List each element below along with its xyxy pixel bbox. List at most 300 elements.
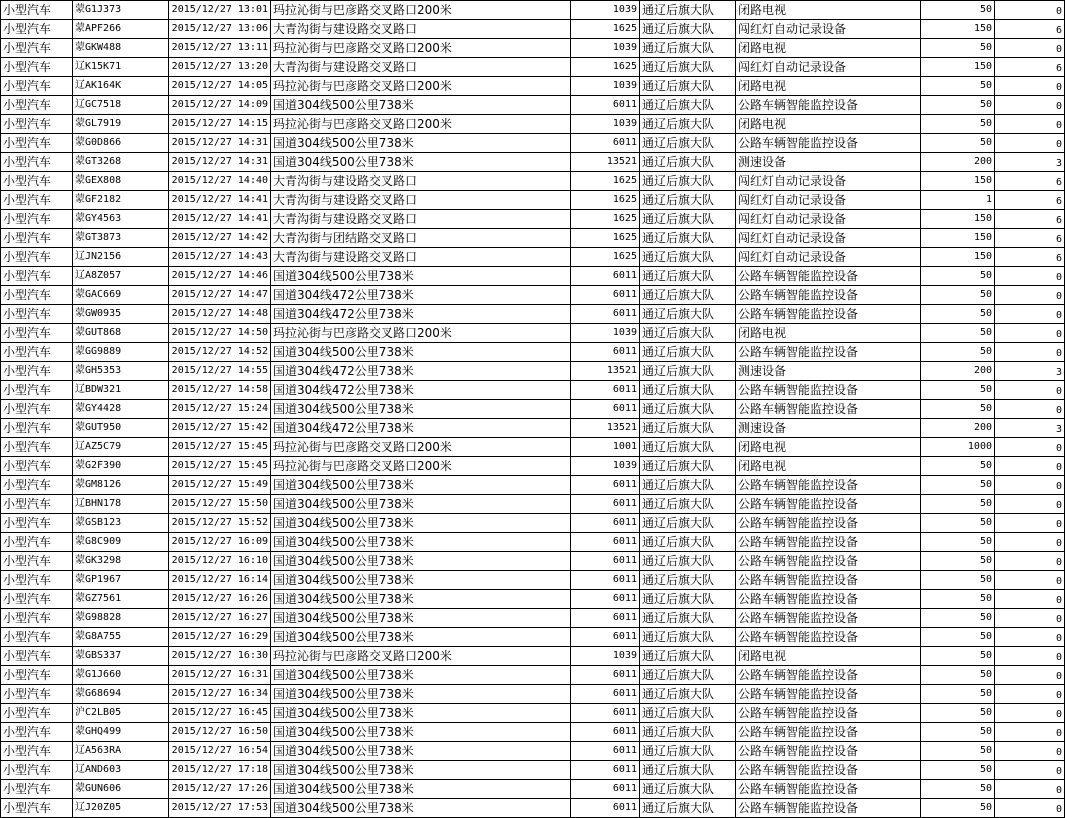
points-cell[interactable]: 0: [995, 381, 1065, 400]
vehicle-type-cell[interactable]: 小型汽车: [1, 248, 73, 267]
violation-code-cell[interactable]: 1625: [571, 210, 640, 229]
points-cell[interactable]: 0: [995, 305, 1065, 324]
unit-cell[interactable]: 通辽后旗大队: [640, 533, 736, 552]
vehicle-type-cell[interactable]: 小型汽车: [1, 761, 73, 780]
datetime-cell[interactable]: 2015/12/27 16:09: [169, 533, 271, 552]
location-cell[interactable]: 大青沟街与建设路交叉路口: [271, 210, 571, 229]
vehicle-type-cell[interactable]: 小型汽车: [1, 134, 73, 153]
device-cell[interactable]: 公路车辆智能监控设备: [736, 495, 921, 514]
plate-cell[interactable]: 蒙GK3298: [73, 552, 169, 571]
violation-code-cell[interactable]: 1039: [571, 1, 640, 20]
plate-cell[interactable]: 蒙GM8126: [73, 476, 169, 495]
fine-cell[interactable]: 200: [921, 419, 995, 438]
vehicle-type-cell[interactable]: 小型汽车: [1, 495, 73, 514]
fine-cell[interactable]: 50: [921, 628, 995, 647]
table-row[interactable]: [1, 552, 1065, 571]
violation-code-cell[interactable]: 1625: [571, 229, 640, 248]
unit-cell[interactable]: 通辽后旗大队: [640, 419, 736, 438]
violation-code-cell[interactable]: 6011: [571, 685, 640, 704]
device-cell[interactable]: 公路车辆智能监控设备: [736, 267, 921, 286]
fine-cell[interactable]: 50: [921, 267, 995, 286]
violation-code-cell[interactable]: 6011: [571, 134, 640, 153]
plate-cell[interactable]: 辽BDW321: [73, 381, 169, 400]
vehicle-type-cell[interactable]: 小型汽车: [1, 1, 73, 20]
datetime-cell[interactable]: 2015/12/27 14:41: [169, 191, 271, 210]
fine-cell[interactable]: 50: [921, 476, 995, 495]
fine-cell[interactable]: 50: [921, 590, 995, 609]
unit-cell[interactable]: 通辽后旗大队: [640, 685, 736, 704]
fine-cell[interactable]: 150: [921, 20, 995, 39]
plate-cell[interactable]: 沪C2LB05: [73, 704, 169, 723]
device-cell[interactable]: 公路车辆智能监控设备: [736, 514, 921, 533]
device-cell[interactable]: 测速设备: [736, 153, 921, 172]
vehicle-type-cell[interactable]: 小型汽车: [1, 476, 73, 495]
points-cell[interactable]: 0: [995, 533, 1065, 552]
unit-cell[interactable]: 通辽后旗大队: [640, 476, 736, 495]
vehicle-type-cell[interactable]: 小型汽车: [1, 799, 73, 818]
location-cell[interactable]: 国道304线500公里738米: [271, 571, 571, 590]
datetime-cell[interactable]: 2015/12/27 16:50: [169, 723, 271, 742]
unit-cell[interactable]: 通辽后旗大队: [640, 39, 736, 58]
location-cell[interactable]: 国道304线500公里738米: [271, 799, 571, 818]
table-row[interactable]: [1, 20, 1065, 39]
points-cell[interactable]: 0: [995, 324, 1065, 343]
fine-cell[interactable]: 50: [921, 343, 995, 362]
datetime-cell[interactable]: 2015/12/27 14:31: [169, 153, 271, 172]
table-row[interactable]: [1, 780, 1065, 799]
datetime-cell[interactable]: 2015/12/27 14:15: [169, 115, 271, 134]
datetime-cell[interactable]: 2015/12/27 15:49: [169, 476, 271, 495]
violation-code-cell[interactable]: 6011: [571, 571, 640, 590]
unit-cell[interactable]: 通辽后旗大队: [640, 134, 736, 153]
fine-cell[interactable]: 150: [921, 229, 995, 248]
unit-cell[interactable]: 通辽后旗大队: [640, 571, 736, 590]
violation-code-cell[interactable]: 6011: [571, 305, 640, 324]
device-cell[interactable]: 公路车辆智能监控设备: [736, 533, 921, 552]
points-cell[interactable]: 6: [995, 20, 1065, 39]
points-cell[interactable]: 0: [995, 495, 1065, 514]
plate-cell[interactable]: 蒙GT3873: [73, 229, 169, 248]
violation-code-cell[interactable]: 6011: [571, 96, 640, 115]
violation-code-cell[interactable]: 1039: [571, 324, 640, 343]
vehicle-type-cell[interactable]: 小型汽车: [1, 609, 73, 628]
plate-cell[interactable]: 辽AND603: [73, 761, 169, 780]
vehicle-type-cell[interactable]: 小型汽车: [1, 229, 73, 248]
fine-cell[interactable]: 50: [921, 400, 995, 419]
device-cell[interactable]: 公路车辆智能监控设备: [736, 590, 921, 609]
plate-cell[interactable]: 蒙G2F390: [73, 457, 169, 476]
points-cell[interactable]: 0: [995, 267, 1065, 286]
unit-cell[interactable]: 通辽后旗大队: [640, 153, 736, 172]
fine-cell[interactable]: 50: [921, 571, 995, 590]
unit-cell[interactable]: 通辽后旗大队: [640, 400, 736, 419]
fine-cell[interactable]: 50: [921, 685, 995, 704]
points-cell[interactable]: 0: [995, 552, 1065, 571]
unit-cell[interactable]: 通辽后旗大队: [640, 381, 736, 400]
violation-code-cell[interactable]: 1625: [571, 191, 640, 210]
fine-cell[interactable]: 50: [921, 704, 995, 723]
device-cell[interactable]: 闯红灯自动记录设备: [736, 172, 921, 191]
unit-cell[interactable]: 通辽后旗大队: [640, 457, 736, 476]
datetime-cell[interactable]: 2015/12/27 15:42: [169, 419, 271, 438]
table-row[interactable]: [1, 628, 1065, 647]
points-cell[interactable]: 0: [995, 514, 1065, 533]
violation-code-cell[interactable]: 6011: [571, 780, 640, 799]
device-cell[interactable]: 闭路电视: [736, 457, 921, 476]
plate-cell[interactable]: 蒙GKW488: [73, 39, 169, 58]
table-row[interactable]: [1, 495, 1065, 514]
vehicle-type-cell[interactable]: 小型汽车: [1, 267, 73, 286]
table-row[interactable]: [1, 267, 1065, 286]
unit-cell[interactable]: 通辽后旗大队: [640, 609, 736, 628]
table-row[interactable]: [1, 476, 1065, 495]
datetime-cell[interactable]: 2015/12/27 13:11: [169, 39, 271, 58]
violation-code-cell[interactable]: 6011: [571, 628, 640, 647]
violation-code-cell[interactable]: 6011: [571, 267, 640, 286]
points-cell[interactable]: 0: [995, 628, 1065, 647]
location-cell[interactable]: 国道304线500公里738米: [271, 134, 571, 153]
violation-code-cell[interactable]: 6011: [571, 704, 640, 723]
datetime-cell[interactable]: 2015/12/27 16:26: [169, 590, 271, 609]
unit-cell[interactable]: 通辽后旗大队: [640, 191, 736, 210]
plate-cell[interactable]: 蒙G98828: [73, 609, 169, 628]
plate-cell[interactable]: 蒙GUT868: [73, 324, 169, 343]
vehicle-type-cell[interactable]: 小型汽车: [1, 533, 73, 552]
fine-cell[interactable]: 50: [921, 514, 995, 533]
datetime-cell[interactable]: 2015/12/27 14:42: [169, 229, 271, 248]
location-cell[interactable]: 国道304线500公里738米: [271, 533, 571, 552]
plate-cell[interactable]: 蒙GG9889: [73, 343, 169, 362]
table-row[interactable]: [1, 685, 1065, 704]
datetime-cell[interactable]: 2015/12/27 14:50: [169, 324, 271, 343]
location-cell[interactable]: 国道304线500公里738米: [271, 343, 571, 362]
table-row[interactable]: [1, 58, 1065, 77]
unit-cell[interactable]: 通辽后旗大队: [640, 799, 736, 818]
device-cell[interactable]: 公路车辆智能监控设备: [736, 723, 921, 742]
points-cell[interactable]: 0: [995, 286, 1065, 305]
device-cell[interactable]: 公路车辆智能监控设备: [736, 571, 921, 590]
location-cell[interactable]: 国道304线500公里738米: [271, 666, 571, 685]
unit-cell[interactable]: 通辽后旗大队: [640, 495, 736, 514]
unit-cell[interactable]: 通辽后旗大队: [640, 229, 736, 248]
table-row[interactable]: [1, 419, 1065, 438]
unit-cell[interactable]: 通辽后旗大队: [640, 704, 736, 723]
table-row[interactable]: [1, 533, 1065, 552]
plate-cell[interactable]: 蒙GP1967: [73, 571, 169, 590]
unit-cell[interactable]: 通辽后旗大队: [640, 666, 736, 685]
table-row[interactable]: [1, 324, 1065, 343]
device-cell[interactable]: 公路车辆智能监控设备: [736, 381, 921, 400]
plate-cell[interactable]: 蒙GAC669: [73, 286, 169, 305]
points-cell[interactable]: 0: [995, 761, 1065, 780]
device-cell[interactable]: 闯红灯自动记录设备: [736, 191, 921, 210]
plate-cell[interactable]: 蒙G68694: [73, 685, 169, 704]
location-cell[interactable]: 国道304线500公里738米: [271, 742, 571, 761]
fine-cell[interactable]: 200: [921, 362, 995, 381]
violation-code-cell[interactable]: 13521: [571, 362, 640, 381]
violation-code-cell[interactable]: 1039: [571, 39, 640, 58]
table-row[interactable]: [1, 286, 1065, 305]
fine-cell[interactable]: 150: [921, 210, 995, 229]
location-cell[interactable]: 玛拉沁街与巴彦路交叉路口200米: [271, 39, 571, 58]
device-cell[interactable]: 测速设备: [736, 362, 921, 381]
unit-cell[interactable]: 通辽后旗大队: [640, 96, 736, 115]
points-cell[interactable]: 0: [995, 780, 1065, 799]
plate-cell[interactable]: 辽JN2156: [73, 248, 169, 267]
fine-cell[interactable]: 50: [921, 723, 995, 742]
plate-cell[interactable]: 蒙GUN606: [73, 780, 169, 799]
vehicle-type-cell[interactable]: 小型汽车: [1, 20, 73, 39]
plate-cell[interactable]: 蒙GF2182: [73, 191, 169, 210]
violation-code-cell[interactable]: 13521: [571, 153, 640, 172]
vehicle-type-cell[interactable]: 小型汽车: [1, 685, 73, 704]
violation-code-cell[interactable]: 1039: [571, 115, 640, 134]
location-cell[interactable]: 大青沟街与建设路交叉路口: [271, 248, 571, 267]
unit-cell[interactable]: 通辽后旗大队: [640, 742, 736, 761]
vehicle-type-cell[interactable]: 小型汽车: [1, 742, 73, 761]
plate-cell[interactable]: 辽A8Z057: [73, 267, 169, 286]
vehicle-type-cell[interactable]: 小型汽车: [1, 647, 73, 666]
violation-code-cell[interactable]: 1039: [571, 77, 640, 96]
location-cell[interactable]: 国道304线500公里738米: [271, 761, 571, 780]
plate-cell[interactable]: 蒙GL7919: [73, 115, 169, 134]
location-cell[interactable]: 国道304线500公里738米: [271, 267, 571, 286]
fine-cell[interactable]: 50: [921, 742, 995, 761]
location-cell[interactable]: 国道304线500公里738米: [271, 400, 571, 419]
fine-cell[interactable]: 50: [921, 324, 995, 343]
location-cell[interactable]: 大青沟街与建设路交叉路口: [271, 191, 571, 210]
fine-cell[interactable]: 50: [921, 552, 995, 571]
unit-cell[interactable]: 通辽后旗大队: [640, 20, 736, 39]
table-row[interactable]: [1, 210, 1065, 229]
location-cell[interactable]: 国道304线500公里738米: [271, 704, 571, 723]
points-cell[interactable]: 0: [995, 571, 1065, 590]
plate-cell[interactable]: 蒙G0D866: [73, 134, 169, 153]
fine-cell[interactable]: 200: [921, 153, 995, 172]
vehicle-type-cell[interactable]: 小型汽车: [1, 628, 73, 647]
plate-cell[interactable]: 蒙GY4428: [73, 400, 169, 419]
fine-cell[interactable]: 50: [921, 647, 995, 666]
fine-cell[interactable]: 50: [921, 381, 995, 400]
location-cell[interactable]: 大青沟街与建设路交叉路口: [271, 58, 571, 77]
plate-cell[interactable]: 蒙G1J660: [73, 666, 169, 685]
table-row[interactable]: [1, 77, 1065, 96]
table-row[interactable]: [1, 438, 1065, 457]
vehicle-type-cell[interactable]: 小型汽车: [1, 438, 73, 457]
device-cell[interactable]: 公路车辆智能监控设备: [736, 286, 921, 305]
unit-cell[interactable]: 通辽后旗大队: [640, 58, 736, 77]
table-row[interactable]: [1, 666, 1065, 685]
vehicle-type-cell[interactable]: 小型汽车: [1, 286, 73, 305]
vehicle-type-cell[interactable]: 小型汽车: [1, 324, 73, 343]
table-row[interactable]: [1, 115, 1065, 134]
points-cell[interactable]: 0: [995, 400, 1065, 419]
datetime-cell[interactable]: 2015/12/27 16:10: [169, 552, 271, 571]
datetime-cell[interactable]: 2015/12/27 15:24: [169, 400, 271, 419]
vehicle-type-cell[interactable]: 小型汽车: [1, 590, 73, 609]
fine-cell[interactable]: 50: [921, 457, 995, 476]
datetime-cell[interactable]: 2015/12/27 14:58: [169, 381, 271, 400]
datetime-cell[interactable]: 2015/12/27 16:29: [169, 628, 271, 647]
device-cell[interactable]: 闯红灯自动记录设备: [736, 210, 921, 229]
fine-cell[interactable]: 50: [921, 286, 995, 305]
table-row[interactable]: [1, 590, 1065, 609]
fine-cell[interactable]: 1000: [921, 438, 995, 457]
datetime-cell[interactable]: 2015/12/27 15:50: [169, 495, 271, 514]
datetime-cell[interactable]: 2015/12/27 14:52: [169, 343, 271, 362]
table-row[interactable]: [1, 134, 1065, 153]
unit-cell[interactable]: 通辽后旗大队: [640, 172, 736, 191]
datetime-cell[interactable]: 2015/12/27 14:09: [169, 96, 271, 115]
violation-code-cell[interactable]: 1625: [571, 20, 640, 39]
table-row[interactable]: [1, 723, 1065, 742]
datetime-cell[interactable]: 2015/12/27 16:14: [169, 571, 271, 590]
points-cell[interactable]: 0: [995, 647, 1065, 666]
fine-cell[interactable]: 50: [921, 780, 995, 799]
location-cell[interactable]: 玛拉沁街与巴彦路交叉路口200米: [271, 438, 571, 457]
datetime-cell[interactable]: 2015/12/27 13:20: [169, 58, 271, 77]
unit-cell[interactable]: 通辽后旗大队: [640, 761, 736, 780]
violation-code-cell[interactable]: 6011: [571, 400, 640, 419]
vehicle-type-cell[interactable]: 小型汽车: [1, 153, 73, 172]
violation-code-cell[interactable]: 6011: [571, 495, 640, 514]
vehicle-type-cell[interactable]: 小型汽车: [1, 457, 73, 476]
violation-code-cell[interactable]: 6011: [571, 609, 640, 628]
datetime-cell[interactable]: 2015/12/27 16:45: [169, 704, 271, 723]
fine-cell[interactable]: 1: [921, 191, 995, 210]
violation-code-cell[interactable]: 6011: [571, 666, 640, 685]
device-cell[interactable]: 公路车辆智能监控设备: [736, 780, 921, 799]
vehicle-type-cell[interactable]: 小型汽车: [1, 115, 73, 134]
device-cell[interactable]: 闭路电视: [736, 1, 921, 20]
datetime-cell[interactable]: 2015/12/27 14:46: [169, 267, 271, 286]
table-row[interactable]: [1, 343, 1065, 362]
points-cell[interactable]: 0: [995, 685, 1065, 704]
datetime-cell[interactable]: 2015/12/27 14:31: [169, 134, 271, 153]
datetime-cell[interactable]: 2015/12/27 16:30: [169, 647, 271, 666]
location-cell[interactable]: 玛拉沁街与巴彦路交叉路口200米: [271, 115, 571, 134]
device-cell[interactable]: 公路车辆智能监控设备: [736, 609, 921, 628]
violation-code-cell[interactable]: 6011: [571, 343, 640, 362]
datetime-cell[interactable]: 2015/12/27 14:43: [169, 248, 271, 267]
device-cell[interactable]: 公路车辆智能监控设备: [736, 400, 921, 419]
table-row[interactable]: [1, 1, 1065, 20]
points-cell[interactable]: 0: [995, 742, 1065, 761]
vehicle-type-cell[interactable]: 小型汽车: [1, 96, 73, 115]
location-cell[interactable]: 国道304线500公里738米: [271, 495, 571, 514]
unit-cell[interactable]: 通辽后旗大队: [640, 552, 736, 571]
datetime-cell[interactable]: 2015/12/27 15:52: [169, 514, 271, 533]
points-cell[interactable]: 0: [995, 590, 1065, 609]
location-cell[interactable]: 玛拉沁街与巴彦路交叉路口200米: [271, 457, 571, 476]
points-cell[interactable]: 0: [995, 666, 1065, 685]
device-cell[interactable]: 闭路电视: [736, 115, 921, 134]
table-row[interactable]: [1, 761, 1065, 780]
unit-cell[interactable]: 通辽后旗大队: [640, 590, 736, 609]
table-row[interactable]: [1, 704, 1065, 723]
table-row[interactable]: [1, 799, 1065, 818]
location-cell[interactable]: 国道304线472公里738米: [271, 419, 571, 438]
points-cell[interactable]: 0: [995, 476, 1065, 495]
plate-cell[interactable]: 蒙GW0935: [73, 305, 169, 324]
device-cell[interactable]: 闯红灯自动记录设备: [736, 229, 921, 248]
table-row[interactable]: [1, 96, 1065, 115]
plate-cell[interactable]: 辽AK164K: [73, 77, 169, 96]
vehicle-type-cell[interactable]: 小型汽车: [1, 77, 73, 96]
device-cell[interactable]: 闭路电视: [736, 647, 921, 666]
unit-cell[interactable]: 通辽后旗大队: [640, 324, 736, 343]
table-row[interactable]: [1, 362, 1065, 381]
device-cell[interactable]: 公路车辆智能监控设备: [736, 476, 921, 495]
fine-cell[interactable]: 50: [921, 115, 995, 134]
vehicle-type-cell[interactable]: 小型汽车: [1, 191, 73, 210]
location-cell[interactable]: 国道304线500公里738米: [271, 609, 571, 628]
fine-cell[interactable]: 150: [921, 172, 995, 191]
device-cell[interactable]: 闭路电视: [736, 77, 921, 96]
location-cell[interactable]: 大青沟街与团结路交叉路口: [271, 229, 571, 248]
fine-cell[interactable]: 50: [921, 305, 995, 324]
unit-cell[interactable]: 通辽后旗大队: [640, 628, 736, 647]
vehicle-type-cell[interactable]: 小型汽车: [1, 210, 73, 229]
plate-cell[interactable]: 蒙GUT950: [73, 419, 169, 438]
unit-cell[interactable]: 通辽后旗大队: [640, 362, 736, 381]
location-cell[interactable]: 国道304线500公里738米: [271, 96, 571, 115]
points-cell[interactable]: 3: [995, 153, 1065, 172]
device-cell[interactable]: 公路车辆智能监控设备: [736, 799, 921, 818]
vehicle-type-cell[interactable]: 小型汽车: [1, 172, 73, 191]
plate-cell[interactable]: 蒙G8C909: [73, 533, 169, 552]
device-cell[interactable]: 闯红灯自动记录设备: [736, 248, 921, 267]
points-cell[interactable]: 0: [995, 134, 1065, 153]
vehicle-type-cell[interactable]: 小型汽车: [1, 58, 73, 77]
unit-cell[interactable]: 通辽后旗大队: [640, 514, 736, 533]
datetime-cell[interactable]: 2015/12/27 14:40: [169, 172, 271, 191]
location-cell[interactable]: 大青沟街与建设路交叉路口: [271, 20, 571, 39]
device-cell[interactable]: 公路车辆智能监控设备: [736, 704, 921, 723]
location-cell[interactable]: 国道304线472公里738米: [271, 381, 571, 400]
device-cell[interactable]: 闭路电视: [736, 438, 921, 457]
fine-cell[interactable]: 50: [921, 799, 995, 818]
fine-cell[interactable]: 50: [921, 134, 995, 153]
datetime-cell[interactable]: 2015/12/27 16:54: [169, 742, 271, 761]
device-cell[interactable]: 公路车辆智能监控设备: [736, 305, 921, 324]
location-cell[interactable]: 国道304线472公里738米: [271, 362, 571, 381]
table-row[interactable]: [1, 305, 1065, 324]
table-row[interactable]: [1, 172, 1065, 191]
violation-code-cell[interactable]: 6011: [571, 514, 640, 533]
device-cell[interactable]: 公路车辆智能监控设备: [736, 742, 921, 761]
datetime-cell[interactable]: 2015/12/27 14:55: [169, 362, 271, 381]
fine-cell[interactable]: 50: [921, 761, 995, 780]
fine-cell[interactable]: 50: [921, 39, 995, 58]
location-cell[interactable]: 国道304线500公里738米: [271, 723, 571, 742]
plate-cell[interactable]: 辽BHN178: [73, 495, 169, 514]
unit-cell[interactable]: 通辽后旗大队: [640, 438, 736, 457]
unit-cell[interactable]: 通辽后旗大队: [640, 115, 736, 134]
table-row[interactable]: [1, 571, 1065, 590]
table-row[interactable]: [1, 191, 1065, 210]
points-cell[interactable]: 0: [995, 438, 1065, 457]
violation-code-cell[interactable]: 1039: [571, 647, 640, 666]
vehicle-type-cell[interactable]: 小型汽车: [1, 400, 73, 419]
table-row[interactable]: [1, 514, 1065, 533]
table-row[interactable]: [1, 457, 1065, 476]
plate-cell[interactable]: 辽AZ5C79: [73, 438, 169, 457]
plate-cell[interactable]: 蒙G8A755: [73, 628, 169, 647]
unit-cell[interactable]: 通辽后旗大队: [640, 305, 736, 324]
device-cell[interactable]: 闯红灯自动记录设备: [736, 20, 921, 39]
location-cell[interactable]: 国道304线472公里738米: [271, 286, 571, 305]
